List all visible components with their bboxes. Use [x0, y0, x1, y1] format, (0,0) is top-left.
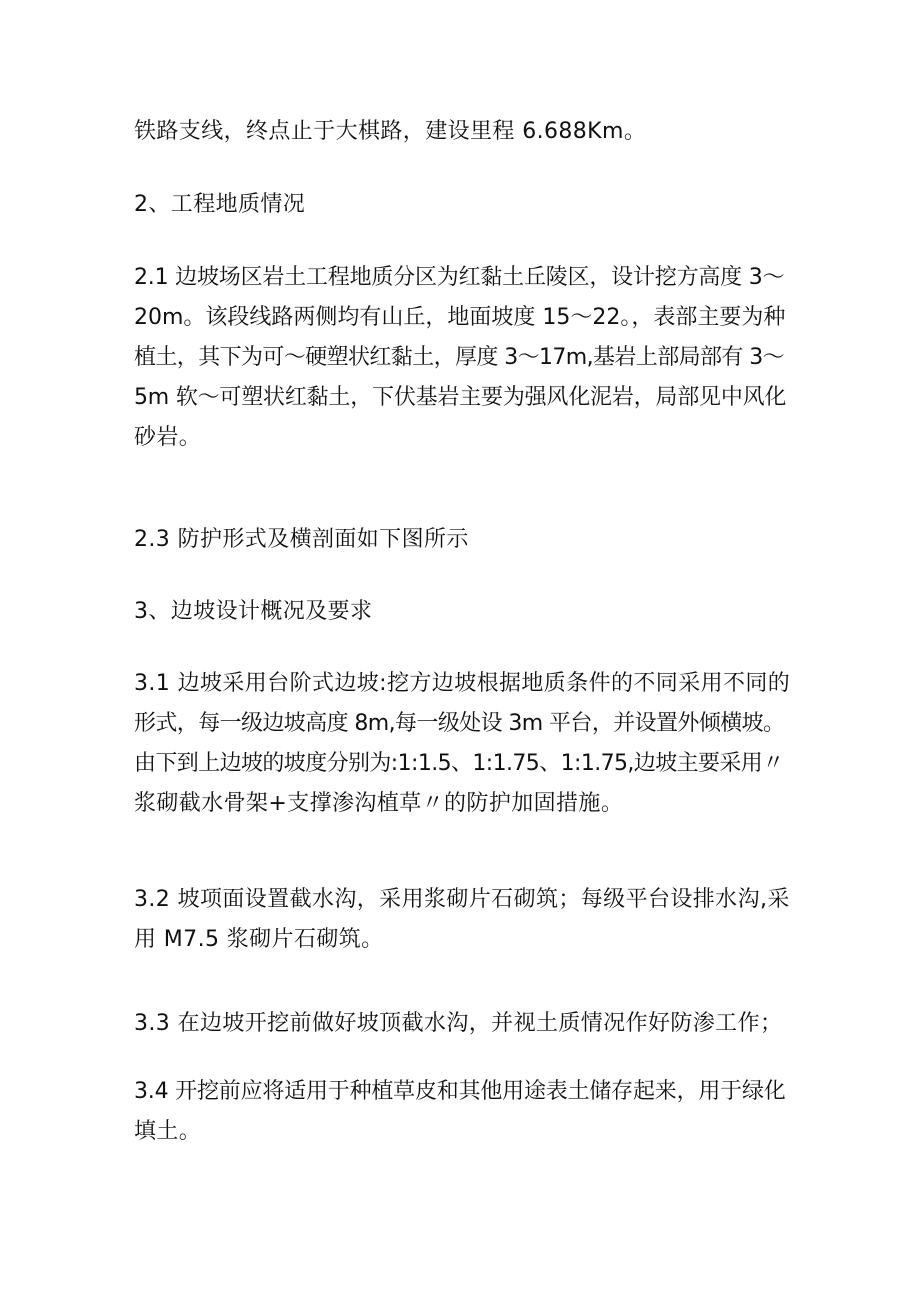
text-line: 20m。该段线路两侧均有山丘，地面坡度 15～22。，表部主要为种 [134, 305, 786, 330]
text-line: 由下到上边坡的坡度分别为:1:1.5、1:1.75、1:1.75,边坡主要采用〃 [134, 751, 784, 776]
paragraph-intro [134, 112, 790, 152]
text-line: 3.3 在边坡开挖前做好坡顶截水沟，并视土质情况作好防渗工作； [134, 1011, 783, 1036]
paragraph-2-1 [134, 258, 790, 458]
section-heading-2-3: 2.3 防护形式及横剖面如下图所示 [134, 527, 469, 552]
paragraph-3-2 [134, 880, 790, 960]
text-line: 3.1 边坡采用台阶式边坡:挖方边坡根据地质条件的不同采用不同的 [134, 671, 791, 696]
paragraph-3-3 [134, 1004, 790, 1044]
section-heading-2: 2、工程地质情况 [134, 192, 306, 217]
text-line: 用 M7.5 浆砌片石砌筑。 [134, 927, 384, 952]
text-line: 5m 软～可塑状红黏土，下伏基岩主要为强风化泥岩，局部见中风化 [134, 385, 787, 410]
text-line: 形式，每一级边坡高度 8m,每一级处设 3m 平台，并设置外倾横坡。 [134, 711, 785, 736]
section-heading-3: 3、边坡设计概况及要求 [134, 599, 373, 624]
paragraph-3-4 [134, 1072, 790, 1152]
text-line: 3.2 坡项面设置截水沟，采用浆砌片石砌筑；每级平台设排水沟,采 [134, 887, 790, 912]
paragraph-3-1 [134, 664, 790, 824]
text-line: 砂岩。 [134, 425, 202, 450]
text-line: 浆砌截水骨架+支撑渗沟植草〃的防护加固措施。 [134, 791, 624, 816]
text-line: 铁路支线，终点止于大棋路，建设里程 6.688Km。 [134, 119, 647, 144]
text-line: 填土。 [134, 1119, 202, 1144]
text-line: 植土，其下为可～硬塑状红黏土，厚度 3～17m,基岩上部局部有 3～ [134, 345, 785, 370]
text-line: 3.4 开挖前应将适用于种植草皮和其他用途表土储存起来，用于绿化 [134, 1079, 786, 1104]
text-line: 2.1 边坡场区岩土工程地质分区为红黏土丘陵区，设计挖方高度 3～ [134, 265, 785, 290]
